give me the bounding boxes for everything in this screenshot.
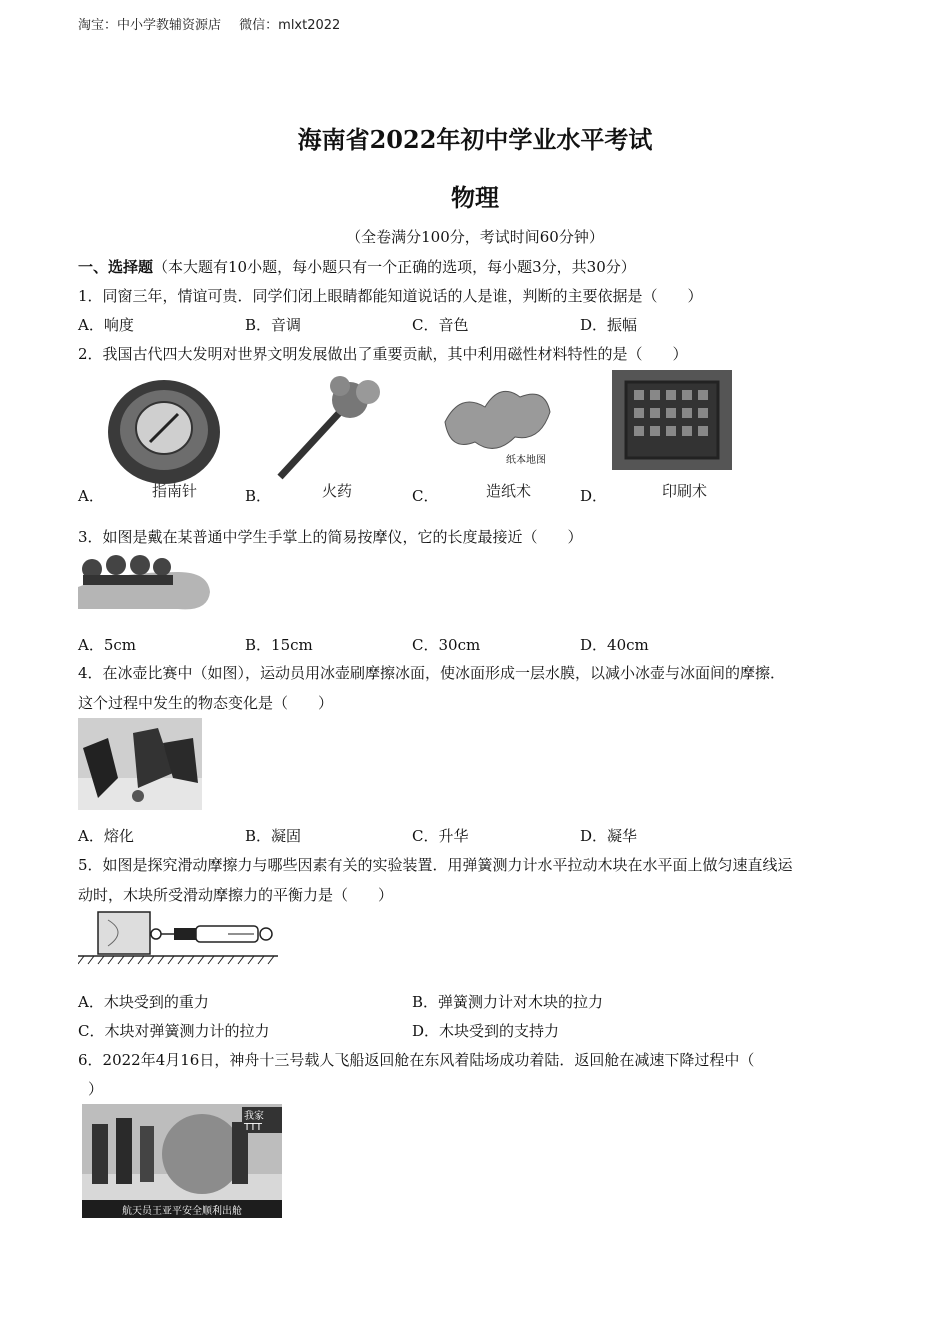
q1-option-b: B．音调: [245, 316, 302, 334]
q5-option-b: B．弹簧测力计对木块的拉力: [412, 993, 604, 1011]
q4-option-c: C．升华: [412, 827, 469, 845]
q4-option-a: A．熔化: [78, 827, 134, 845]
caption-compass: 指南针: [152, 482, 198, 500]
q3-option-a: A．5cm: [78, 636, 137, 654]
q1-option-c: C．音色: [412, 316, 469, 334]
exam-note: （全卷满分100分，考试时间60分钟）: [346, 228, 604, 246]
q4-stem-line2: 这个过程中发生的物态变化是（ ）: [78, 694, 334, 712]
q2-letter-b: B．: [245, 487, 272, 505]
section-desc: （本大题有10小题，每小题只有一个正确的选项，每小题3分，共30分）: [153, 258, 636, 276]
printing-image: [612, 370, 732, 470]
q3-stem: 3．如图是戴在某普通中学生手掌上的简易按摩仪，它的长度最接近（ ）: [78, 528, 583, 546]
q2-letter-d: D．: [580, 487, 608, 505]
q1-option-a: A．响度: [78, 316, 134, 334]
q3-option-b: B．15cm: [245, 636, 313, 654]
massager-image: [78, 547, 213, 617]
q5-stem-line2: 动时，木块所受滑动摩擦力的平衡力是（ ）: [78, 886, 394, 904]
q1-option-d: D．振幅: [580, 316, 638, 334]
friction-apparatus-diagram: [78, 910, 278, 970]
caption-gunpowder: 火药: [322, 482, 353, 500]
page-header: [78, 14, 354, 33]
q4-option-d: D．凝华: [580, 827, 638, 845]
landing-photo: [82, 1104, 282, 1218]
q1-stem: 1．同窗三年，情谊可贵．同学们闭上眼睛都能知道说话的人是谁，判断的主要依据是（ ）: [78, 287, 703, 305]
q4-stem-line1: 4．在冰壶比赛中（如图），运动员用冰壶刷摩擦冰面，使冰面形成一层水膜，以减小冰壶与冰面间的摩擦．: [78, 664, 786, 682]
photo-caption: 航天员王亚平安全顺利出舱: [122, 1206, 242, 1217]
section-heading: [78, 256, 636, 277]
section-label: 一、选择题: [78, 258, 154, 276]
q5-option-c: C．木块对弹簧测力计的拉力: [78, 1022, 270, 1040]
exam-subject: 物理: [451, 183, 499, 212]
q6-stem-line1: 6．2022年4月16日，神舟十三号载人飞船返回舱在东风着陆场成功着陆．返回舱在减速下降过程中（: [78, 1051, 755, 1069]
map-note: 纸本地图: [506, 455, 546, 466]
q2-letter-c: C．: [412, 487, 439, 505]
q3-option-d: D．40cm: [580, 636, 649, 654]
curling-photo: [78, 718, 202, 810]
q5-stem-line1: 5．如图是探究滑动摩擦力与哪些因素有关的实验装置．用弹簧测力计水平拉动木块在水平面上做匀速直线运: [78, 856, 793, 874]
q4-option-b: B．凝固: [245, 827, 302, 845]
q5-option-d: D．木块受到的支持力: [412, 1022, 560, 1040]
caption-printing: 印刷术: [662, 482, 708, 500]
shop-text: 淘宝：中小学教辅资源店: [78, 18, 222, 33]
wechat-text: 微信：mlxt2022: [239, 18, 341, 33]
exam-title: 海南省2022年初中学业水平考试: [297, 125, 653, 154]
caption-papermaking: 造纸术: [486, 482, 532, 500]
q2-letter-a: A．: [78, 487, 104, 505]
gunpowder-image: [270, 372, 390, 482]
q6-stem-line2: ）: [88, 1080, 104, 1098]
q2-stem: 2．我国古代四大发明对世界文明发展做出了重要贡献，其中利用磁性材料特性的是（ ）: [78, 345, 688, 363]
q5-option-a: A．木块受到的重力: [78, 993, 209, 1011]
q3-option-c: C．30cm: [412, 636, 481, 654]
photo-badge: 我家TTT: [242, 1107, 282, 1133]
